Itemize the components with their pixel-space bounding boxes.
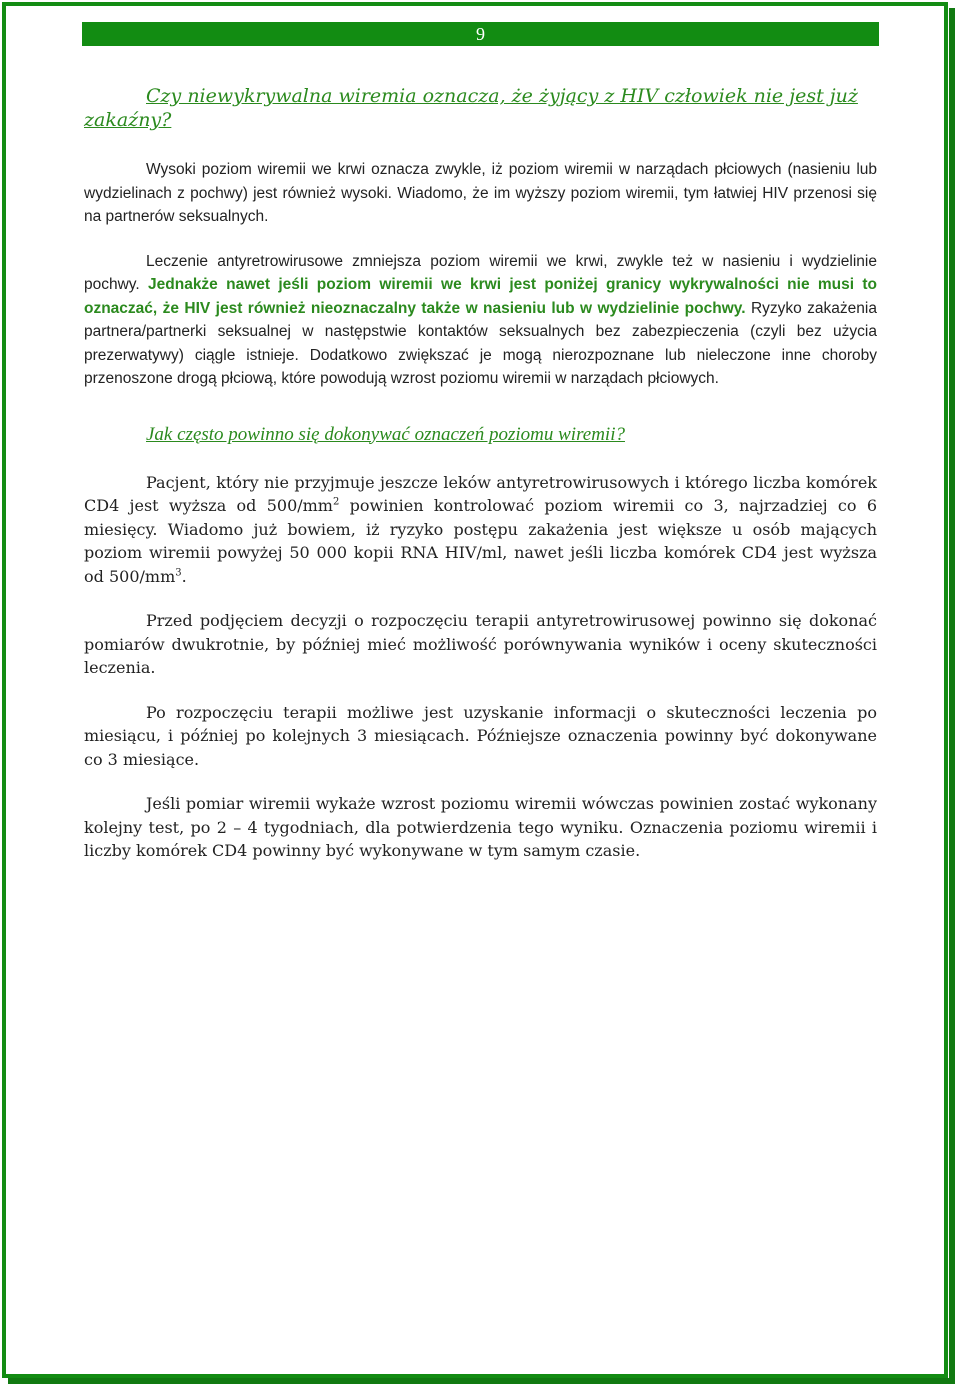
paragraph-before-therapy: Przed podjęciem decyzji o rozpoczęciu terapii antyretrowirusowej powinno się dokonać pomiarów dwukrotnie, by później mieć możliwość porównywania wyników i oceny skuteczności leczenia. [84, 611, 877, 677]
paragraph-text: Leczenie antyretrowirusowe zmniejsza poziom wiremii we krwi, zwykle też w nasieniu i wydzielinie pochwy. [84, 252, 877, 293]
paragraph-untreated-patient [84, 471, 877, 589]
section-heading-testing-frequency [84, 423, 877, 447]
section-heading-viremia-infectious [84, 84, 877, 132]
paragraph-after-therapy: Po rozpoczęciu terapii możliwe jest uzyskanie informacji o skuteczności leczenia po miesiącu, i później po kolejnych 3 miesiącach. Późniejsze oznaczenia powinny być dokonywane co 3 miesiące. [84, 702, 877, 769]
paragraph-high-viremia: Wysoki poziom wiremii we krwi oznacza zwykle, iż poziom wiremii w narządach płciowych (nasieniu lub wydzielinach z pochwy) jest również wysoki. Wiadomo, że im wyższy poziom wiremii, tym łatwiej HIV przenosi się na partnerów seksualnych. [84, 161, 877, 225]
paragraph-text: . [181, 566, 187, 586]
paragraph-antiretroviral-treatment [84, 250, 877, 391]
page-number: 9 [476, 24, 485, 44]
highlighted-warning: Jednakże nawet jeśli poziom wiremii we krwi jest poniżej granicy wykrywalności nie musi to oznaczać, że HIV jest również nieoznaczalny także w nasieniu lub w wydzielinie pochwy. [84, 276, 877, 317]
paragraph-text: powinien kontrolować poziom wiremii co 3, najrzadziej co 6 miesięcy. Wiadomo już bowiem, iż ryzyko postępu zakażenia jest większe u osób mających poziom wiremii powyżej 50 000 kopii RNA HIV/ml, nawet jeśli liczba komórek CD4 jest wyższa od 500/mm [84, 496, 878, 586]
paragraph-text: Pacjent, który nie przyjmuje jeszcze leków antyretrowirusowych i którego liczba komórek CD4 jest wyższa od 500/mm [84, 472, 877, 515]
paragraph-viremia-increase: Jeśli pomiar wiremii wykaże wzrost poziomu wiremii wówczas powinien zostać wykonany kolejny test, po 2 – 4 tygodniach, dla potwierdzenia tego wyniku. Oznaczenia poziomu wiremii i liczby komórek CD4 powinny być wykonywane w tym samym czasie. [84, 794, 877, 860]
page-header-bar [82, 22, 879, 46]
heading-text: Czy niewykrywalna wiremia oznacza, że żyjący z HIV człowiek nie jest już zakaźny? [84, 85, 858, 131]
superscript: 2 [332, 496, 340, 508]
paragraph-text: Ryzyko zakażenia partnera/partnerki seksualnej w następstwie kontaktów seksualnych bez zabezpieczenia (czyli bez użycia prezerwatywy) ciągle istnieje. Dodatkowo zwiększać je mogą nierozpoznane lub nieleczone inne choroby przenoszone drogą płciową, które powodują wzrost poziomu wiremii w narządach płciowych. [84, 299, 877, 387]
heading-text: Jak często powinno się dokonywać oznaczeń poziomu wiremii? [146, 423, 625, 445]
superscript: 3 [175, 567, 182, 579]
document-body [84, 84, 877, 884]
